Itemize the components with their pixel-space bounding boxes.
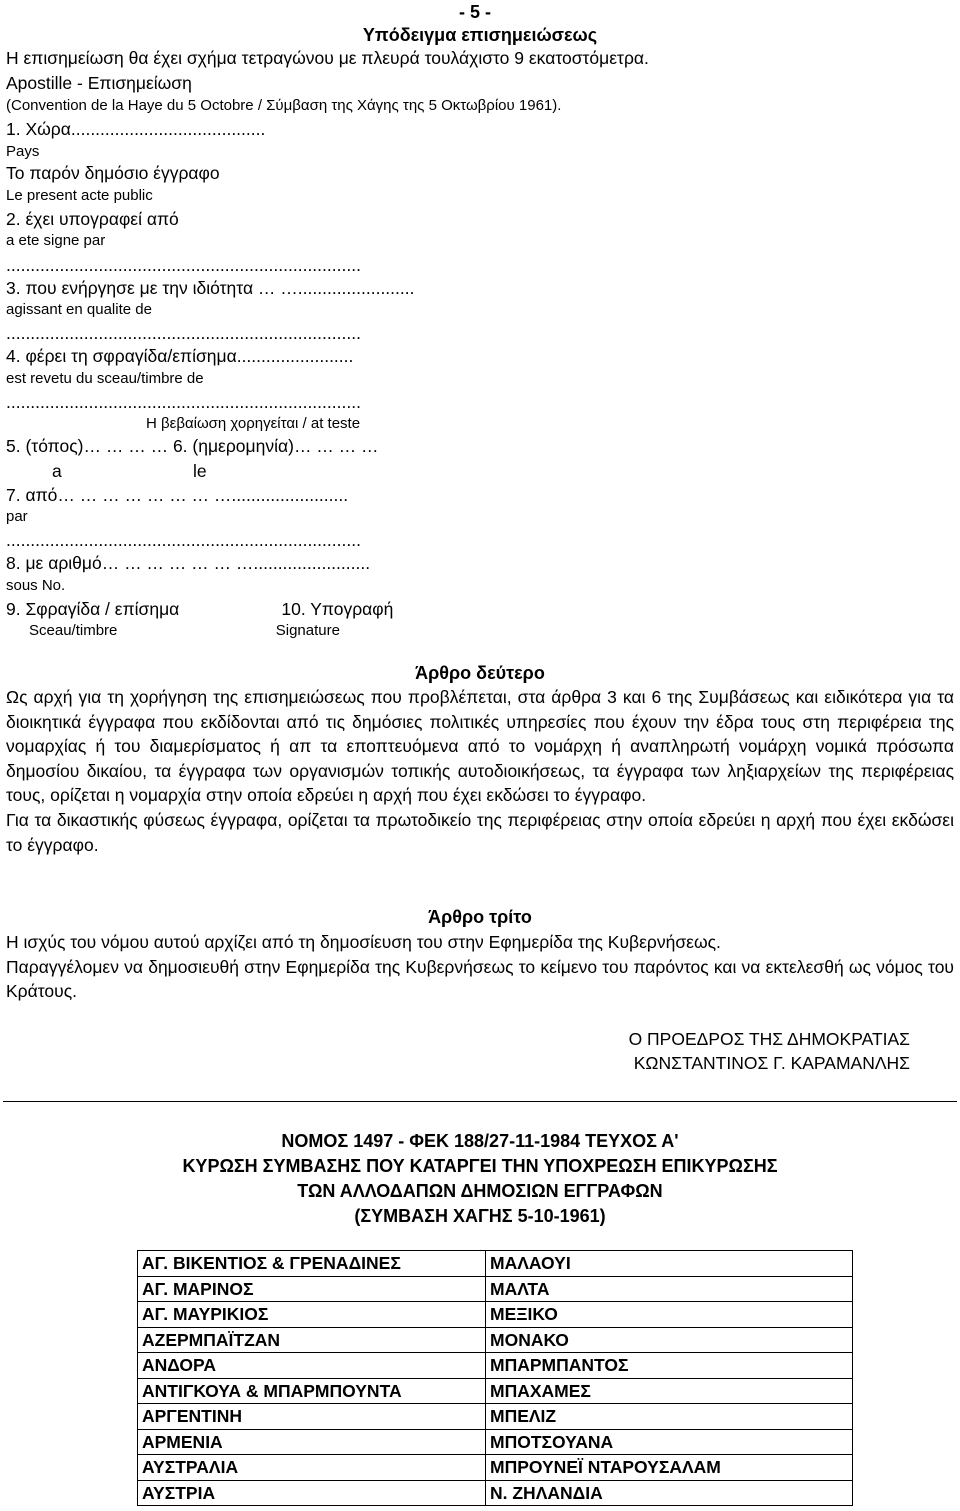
field-number-fr: sous No.: [6, 577, 66, 594]
dotted-line: .........................................................................: [6, 530, 361, 550]
table-cell: ΑΝΔΟΡΑ: [138, 1353, 486, 1379]
document-label-fr: Le present acte public: [6, 187, 153, 204]
page-number: - 5 -: [459, 2, 492, 22]
dotted-line: .........................................................................: [6, 323, 361, 343]
article-3-paragraph: Η ισχύς του νόμου αυτού αρχίζει από τη δημοσίευση του στην Εφημερίδα της Κυβερνήσεως.: [6, 932, 721, 952]
table-cell: ΑΓ. ΜΑΥΡΙΚΙΟΣ: [138, 1302, 486, 1328]
table-cell: ΜΟΝΑΚΟ: [486, 1327, 853, 1353]
table-cell: ΜΕΞΙΚΟ: [486, 1302, 853, 1328]
table-row: [138, 1276, 853, 1302]
table-cell: ΑΡΓΕΝΤΙΝΗ: [138, 1404, 486, 1430]
table-row: [138, 1429, 853, 1455]
countries-table: [137, 1250, 853, 1506]
article-2-body: [6, 685, 954, 857]
table-cell: ΜΠΑΧΑΜΕΣ: [486, 1378, 853, 1404]
signature-name: ΚΩΝΣΤΑΝΤΙΝΟΣ Γ. ΚΑΡΑΜΑΝΛΗΣ: [633, 1053, 910, 1073]
apostille-title: Apostille - Επισημείωση: [6, 73, 192, 93]
article-3-body: [6, 930, 954, 1004]
sample-heading: Υπόδειγμα επισημειώσεως: [362, 25, 598, 45]
document-label-gr: Το παρόν δημόσιο έγγραφο: [6, 163, 220, 183]
table-row: [138, 1378, 853, 1404]
table-cell: ΑΥΣΤΡΙΑ: [138, 1480, 486, 1506]
table-cell: ΜΑΛΑΟΥΙ: [486, 1251, 853, 1277]
field-capacity: 3. που ενήργησε με την ιδιότητα … …........................: [6, 278, 415, 298]
field-by: 7. από… … … … … … … …........................: [6, 485, 349, 505]
table-cell: ΜΠΕΛΙΖ: [486, 1404, 853, 1430]
article-2-paragraph: Για τα δικαστικής φύσεως έγγραφα, ορίζεται τα πρωτοδικείο της περιφέρειας στην οποία εδρεύει η αρχή που έχει εκδώσει το έγγραφο.: [6, 809, 954, 855]
table-cell: Ν. ΖΗΛΑΝΔΙΑ: [486, 1480, 853, 1506]
table-cell: ΑΥΣΤΡΑΛΙΑ: [138, 1455, 486, 1481]
law-convention: (ΣΥΜΒΑΣΗ ΧΑΓΗΣ 5-10-1961): [354, 1206, 606, 1226]
field-signed-by-fr: a ete signe par: [6, 232, 106, 249]
table-row: [138, 1302, 853, 1328]
law-subtitle: ΤΩΝ ΑΛΛΟΔΑΠΩΝ ΔΗΜΟΣΙΩΝ ΕΓΓΡΑΦΩΝ: [297, 1181, 663, 1201]
table-cell: ΜΑΛΤΑ: [486, 1276, 853, 1302]
field-signed-by: 2. έχει υπογραφεί από: [6, 209, 179, 229]
field-country-fr: Pays: [6, 143, 40, 160]
field-seal-fr: est revetu du sceau/timbre de: [6, 370, 204, 387]
field-seal: 4. φέρει τη σφραγίδα/επίσημα........................: [6, 346, 354, 366]
article-3-heading: Άρθρο τρίτο: [428, 907, 532, 927]
signature-block: [500, 1027, 910, 1075]
article-3-paragraph: Παραγγέλομεν να δημοσιευθή στην Εφημερίδα της Κυβερνήσεως το κείμενο του παρόντος και να εκτελεσθή ως νόμος του Κράτους.: [6, 956, 954, 1002]
field-capacity-fr: agissant en qualite de: [6, 301, 152, 318]
table-cell: ΑΖΕΡΜΠΑΪΤΖΑΝ: [138, 1327, 486, 1353]
law-title: ΝΟΜΟΣ 1497 - ΦΕΚ 188/27-11-1984 ΤΕΥΧΟΣ Α': [281, 1131, 679, 1151]
convention-line: (Convention de la Haye du 5 Octobre / Σύμβαση της Χάγης της 5 Οκτωβρίου 1961).: [6, 97, 562, 114]
law-subtitle: ΚΥΡΩΣΗ ΣΥΜΒΑΣΗΣ ΠΟΥ ΚΑΤΑΡΓΕΙ ΤΗΝ ΥΠΟΧΡΕΩΣΗ ΕΠΙΚΥΡΩΣΗΣ: [182, 1156, 778, 1176]
table-cell: ΜΠΡΟΥΝΕΪ ΝΤΑΡΟΥΣΑΛΑΜ: [486, 1455, 853, 1481]
table-row: [138, 1404, 853, 1430]
field-number: 8. με αριθμό… … … … … … …........................: [6, 553, 371, 573]
table-cell: ΑΡΜΕΝΙΑ: [138, 1429, 486, 1455]
field-seal-signature-fr: Sceau/timbre Signature: [29, 622, 340, 639]
field-seal-signature: 9. Σφραγίδα / επίσημα 10. Υπογραφή: [6, 599, 394, 619]
table-row: [138, 1455, 853, 1481]
signature-title: Ο ΠΡΟΕΔΡΟΣ ΤΗΣ ΔΗΜΟΚΡΑΤΙΑΣ: [628, 1029, 910, 1049]
table-cell: ΑΓ. ΒΙΚΕΝΤΙΟΣ & ΓΡΕΝΑΔΙΝΕΣ: [138, 1251, 486, 1277]
field-place-date: 5. (τόπος)… … … … 6. (ημερομηνία)… … … …: [6, 436, 379, 456]
article-2-heading: Άρθρο δεύτερο: [415, 663, 545, 683]
table-cell: ΑΓ. ΜΑΡΙΝΟΣ: [138, 1276, 486, 1302]
table-cell: ΜΠΑΡΜΠΑΝΤΟΣ: [486, 1353, 853, 1379]
table-row: [138, 1480, 853, 1506]
field-place-date-fr: a le: [52, 461, 207, 481]
table-row: [138, 1251, 853, 1277]
sample-intro: Η επισημείωση θα έχει σχήμα τετραγώνου με πλευρά τουλάχιστο 9 εκατοστόμετρα.: [6, 48, 649, 68]
table-cell: ΑΝΤΙΓΚΟΥΑ & ΜΠΑΡΜΠΟΥΝΤΑ: [138, 1378, 486, 1404]
certified-label: Η βεβαίωση χορηγείται / at teste: [146, 415, 361, 432]
field-by-fr: par: [6, 508, 28, 525]
divider: [3, 1101, 957, 1102]
table-row: [138, 1327, 853, 1353]
table-row: [138, 1353, 853, 1379]
table-cell: ΜΠΟΤΣΟΥΑΝΑ: [486, 1429, 853, 1455]
field-country: 1. Χώρα........................................: [6, 119, 266, 139]
article-2-paragraph: Ως αρχή για τη χορήγηση της επισημειώσεως που προβλέπεται, στα άρθρα 3 και 6 της Συμβάσεως και ειδικότερα για τα διοικητικά έγγραφα που εκδίδονται από τις δημόσιες πολιτικές υπηρεσίες που έχουν την έδρα τους στη περιφέρεια της νομαρχίας ή του διαμερίσματος ή απ τα εποπτευόμενα από το νομάρχη ή αναπληρωτή νομάρχη νομικά πρόσωπα δημοσίου δικαίου, τα έγγραφα των οργανισμών τοπικής αυτοδιοικήσεως, τα έγγραφα των ληξιαρχείων της περιφέρειας τους, ορίζεται η νομαρχία στην οποία εδρεύει η αρχή που έχει εκδώσει το έγγραφο.: [6, 687, 954, 806]
dotted-line: .........................................................................: [6, 392, 361, 412]
dotted-line: .........................................................................: [6, 255, 361, 275]
